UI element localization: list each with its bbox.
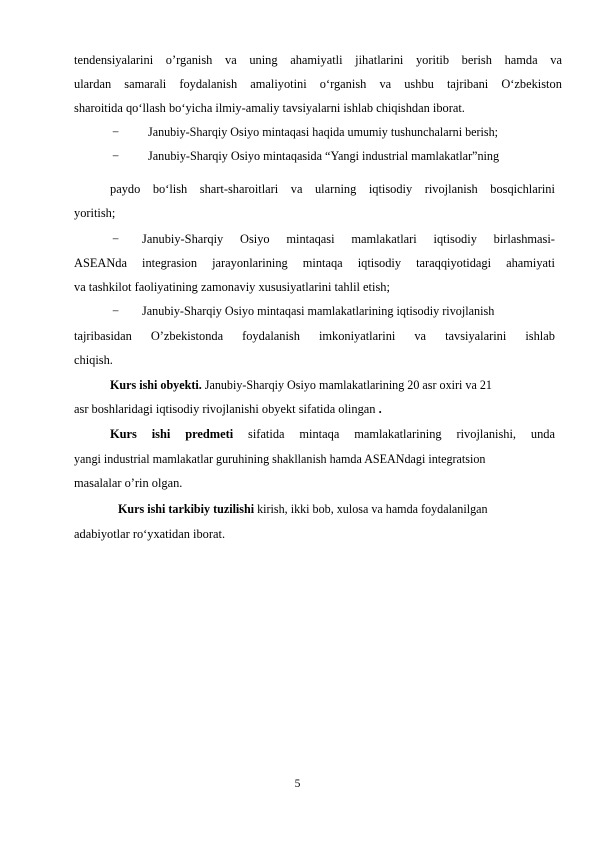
predmeti-label-word: predmeti [185, 427, 234, 441]
tarkibiy-line2: adabiyotlar ro‘yxatidan iborat. [74, 527, 226, 541]
word: foydalanish [242, 329, 300, 343]
word: jarayonlarining [212, 256, 288, 270]
word: taraqqiyotidagi [416, 256, 492, 270]
obyekt-label: Kurs ishi obyekti. [110, 378, 202, 392]
word: va [379, 77, 392, 91]
word: mamlakatlari [351, 232, 417, 246]
word: O’zbekistonda [150, 329, 224, 343]
word: bo‘lish [152, 182, 188, 196]
predmeti-line3: masalalar o’rin olgan. [74, 476, 183, 490]
word: iqtisodiy [357, 256, 402, 270]
word: paydo [110, 182, 141, 196]
bullet2-line2 [110, 182, 555, 197]
predmeti-word: unda [530, 427, 555, 441]
predmeti-label-word: Kurs [110, 427, 137, 441]
word: O‘zbekiston [501, 77, 562, 91]
obyekt-period: . [378, 402, 382, 416]
word: tendensiyalarini [74, 53, 154, 67]
word: berish [461, 53, 492, 67]
para1-line2 [74, 77, 562, 92]
page-number: 5 [294, 778, 301, 790]
word: ahamiyatli [290, 53, 343, 67]
word: o’rganish [165, 53, 213, 67]
predmeti-line2: yangi industrial mamlakatlar guruhining shakllanish hamda ASEANdagi integratsion [74, 452, 486, 466]
bullet3-line3: va tashkilot faoliyatining zamonaviy xususiyatlarini tahlil etish; [74, 280, 390, 294]
word: ushbu [404, 77, 434, 91]
word: tajribani [446, 77, 489, 91]
word: foydalanish [179, 77, 238, 91]
word: bosqichlarini [490, 182, 555, 196]
word: samarali [124, 77, 167, 91]
tarkibiy-line1 [118, 502, 488, 517]
obyekt-line2 [74, 402, 382, 417]
word: Janubiy-Sharqiy [142, 232, 224, 246]
word: integrasion [142, 256, 198, 270]
word: iqtisodiy [368, 182, 413, 196]
tarkibiy-text: kirish, ikki bob, xulosa va hamda foydalanilgan [254, 502, 488, 516]
word: tajribasidan [74, 329, 132, 343]
word: va [225, 53, 237, 67]
word: o‘rganish [319, 77, 367, 91]
word: shart-sharoitlari [199, 182, 279, 196]
obyekt-line1 [110, 378, 492, 393]
bullet-marker: − [112, 304, 119, 318]
predmeti-word: mintaqa [299, 427, 340, 441]
predmeti-label-word: ishi [151, 427, 171, 441]
word: birlashmasi- [493, 232, 555, 246]
bullet-marker: − [112, 125, 119, 139]
bullet2-line3: yoritish; [74, 206, 116, 220]
word: va [414, 329, 427, 343]
predmeti-word: rivojlanishi, [456, 427, 517, 441]
word: hamda [504, 53, 538, 67]
word: ulardan [74, 77, 112, 91]
word: amaliyotini [250, 77, 307, 91]
bullet3-line1 [142, 232, 555, 247]
word: iqtisodiy [433, 232, 477, 246]
word: va [290, 182, 303, 196]
bullet-marker: − [112, 232, 119, 246]
bullet3-line2 [74, 256, 555, 271]
word: jihatlarini [355, 53, 404, 67]
word: imkoniyatlarini [318, 329, 396, 343]
para1-line1 [74, 53, 562, 68]
bullet4-line1: Janubiy-Sharqiy Osiyo mintaqasi mamlakatlarining iqtisodiy rivojlanish [142, 304, 495, 318]
bullet2-line1: Janubiy-Sharqiy Osiyo mintaqasida “Yangi industrial mamlakatlar”ning [148, 149, 500, 163]
word: mintaqa [302, 256, 343, 270]
predmeti-word: sifatida [248, 427, 285, 441]
tarkibiy-label: Kurs ishi tarkibiy tuzilishi [118, 502, 255, 516]
word: yoritib [415, 53, 450, 67]
bullet4-line2 [74, 329, 555, 344]
word: Osiyo [240, 232, 270, 246]
obyekt-text-cont: asr boshlaridagi iqtisodiy rivojlanishi obyekt sifatida olingan [74, 402, 379, 416]
predmeti-word: mamlakatlarining [354, 427, 442, 441]
bullet4-line3: chiqish. [74, 353, 113, 367]
para1-line3: sharoitida qo‘llash bo‘yicha ilmiy-amaliy tavsiyalarni ishlab chiqishdan iborat. [74, 101, 465, 115]
word: ishlab [525, 329, 555, 343]
word: tavsiyalarini [445, 329, 507, 343]
word: ularning [314, 182, 357, 196]
word: rivojlanish [424, 182, 478, 196]
word: va [550, 53, 562, 67]
word: ahamiyati [506, 256, 555, 270]
word: mintaqasi [286, 232, 335, 246]
bullet-marker: − [112, 149, 119, 163]
predmeti-line1 [110, 427, 555, 442]
word: uning [249, 53, 278, 67]
obyekt-text: Janubiy-Sharqiy Osiyo mamlakatlarining 20 asr oxiri va 21 [201, 378, 492, 392]
word: ASEANda [74, 256, 127, 270]
bullet1-text: Janubiy-Sharqiy Osiyo mintaqasi haqida umumiy tushunchalarni berish; [148, 125, 498, 139]
